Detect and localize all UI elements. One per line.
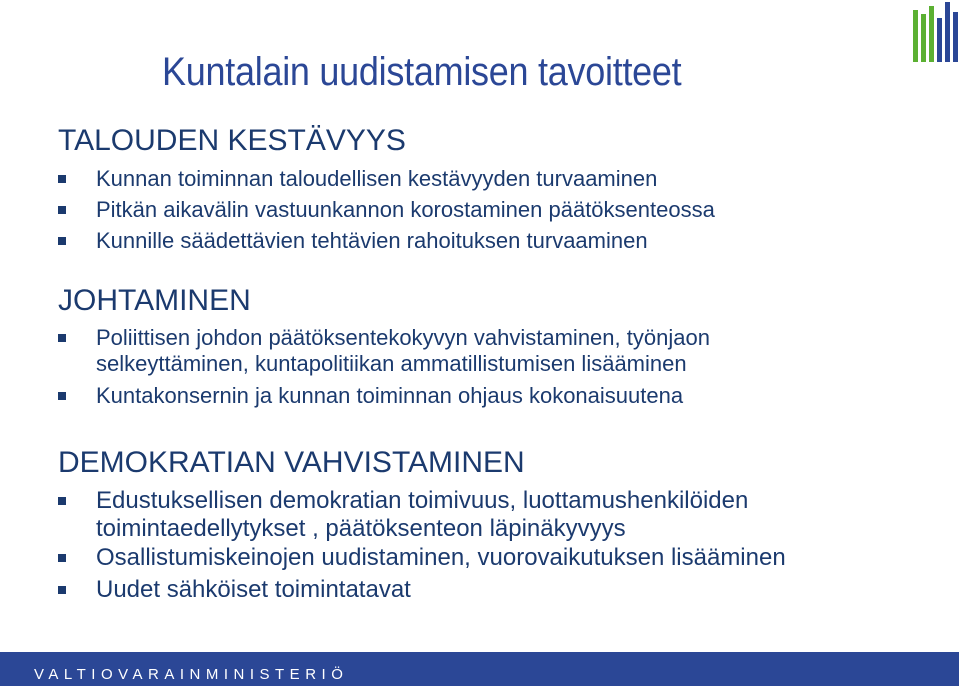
bullet-square-icon <box>58 206 66 214</box>
bullet-item: Pitkän aikavälin vastuunkannon korostaminen päätöksenteossa <box>96 197 715 223</box>
ministry-logo-bars <box>899 0 959 62</box>
bullet-square-icon <box>58 586 66 594</box>
bullet-item: Kuntakonsernin ja kunnan toiminnan ohjaus kokonaisuutena <box>96 383 683 409</box>
ministry-name: VALTIOVARAINMINISTERIÖ <box>34 666 349 683</box>
bullet-square-icon <box>58 237 66 245</box>
footer-bar <box>0 652 959 686</box>
bullet-item: Kunnille säädettävien tehtävien rahoituksen turvaaminen <box>96 228 648 254</box>
bullet-square-icon <box>58 175 66 183</box>
slide-title: Kuntalain uudistamisen tavoitteet <box>162 50 682 94</box>
section-heading-demokratian-vahvistaminen: DEMOKRATIAN VAHVISTAMINEN <box>58 446 525 479</box>
bullet-item: Edustuksellisen demokratian toimivuus, luottamushenkilöiden toimintaedellytykset , päätöksenteon läpinäkyvyys <box>96 487 748 543</box>
bullet-square-icon <box>58 497 66 505</box>
bullet-square-icon <box>58 334 66 342</box>
section-heading-johtaminen: JOHTAMINEN <box>58 284 251 317</box>
bullet-square-icon <box>58 554 66 562</box>
bullet-item: Osallistumiskeinojen uudistaminen, vuorovaikutuksen lisääminen <box>96 544 786 572</box>
bullet-square-icon <box>58 392 66 400</box>
bullet-item: Kunnan toiminnan taloudellisen kestävyyden turvaaminen <box>96 166 657 192</box>
section-heading-talouden-kestavyys: TALOUDEN KESTÄVYYS <box>58 124 406 157</box>
bullet-item: Uudet sähköiset toimintatavat <box>96 576 411 604</box>
bullet-item: Poliittisen johdon päätöksentekokyvyn vahvistaminen, työnjaon selkeyttäminen, kuntapolitiikan ammatillistumisen lisääminen <box>96 325 710 377</box>
